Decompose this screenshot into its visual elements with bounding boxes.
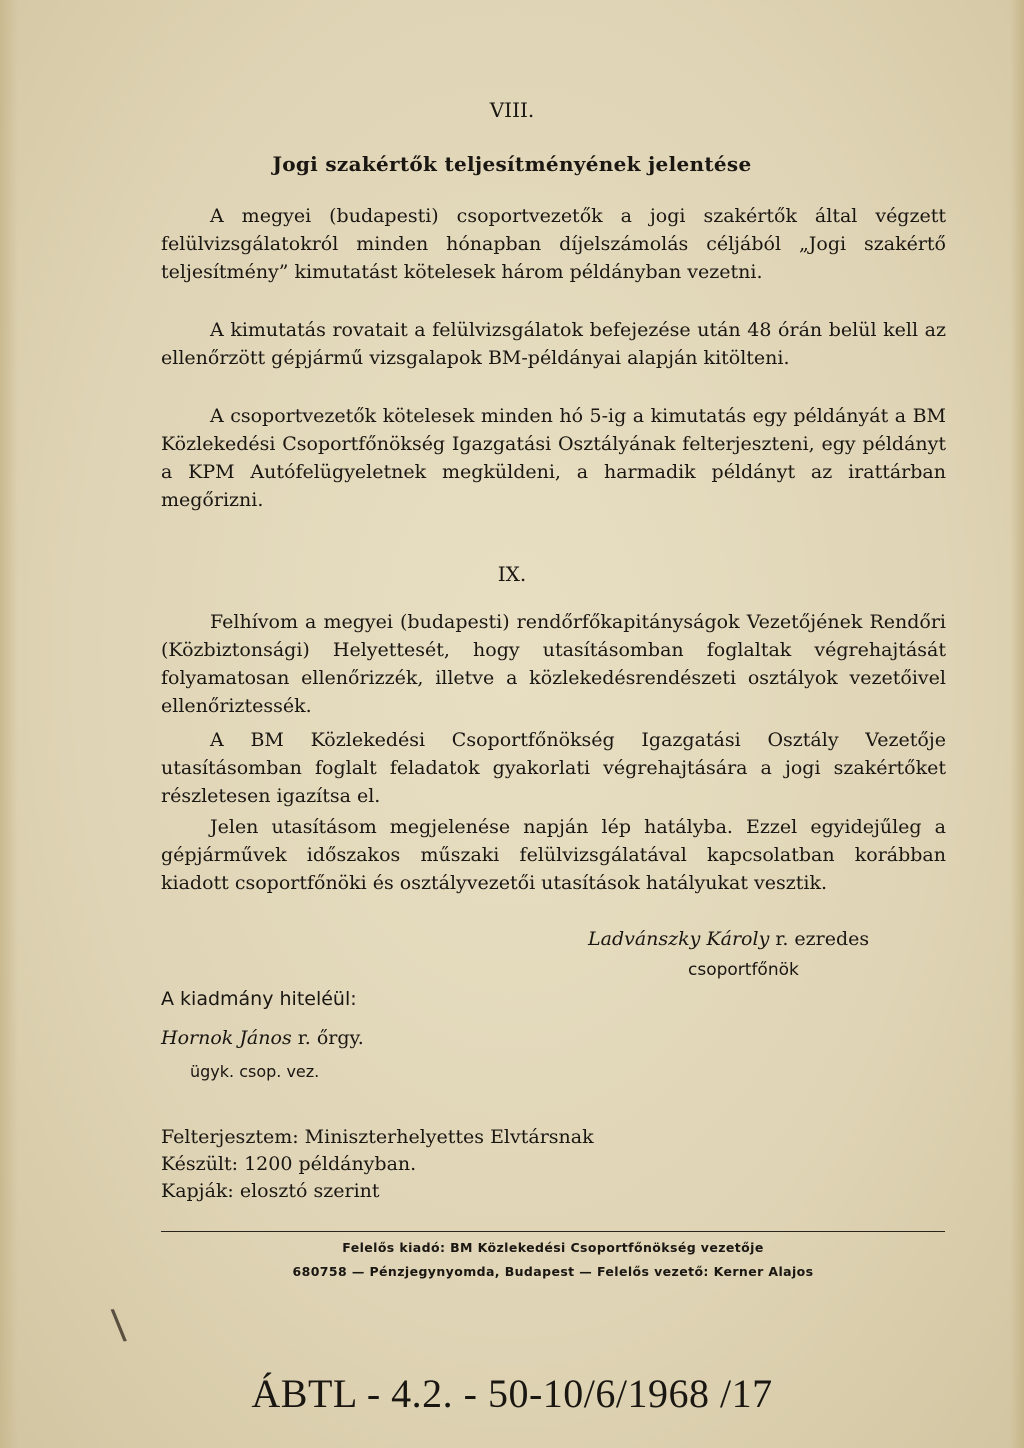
page-edge-left xyxy=(0,0,18,1448)
section-9-paragraph-1: Felhívom a megyei (budapesti) rendőrfőkapitányságok Vezetőjének Rendőri (Közbiztonsági) Helyettesét, hogy utasításomban foglaltak végrehajtását folyamatosan ellenőrizzék, illetve a közlekedésrendészeti osztályok vezetőivel ellenőriztessék. xyxy=(161,611,946,717)
page-edge-right xyxy=(1010,0,1024,1448)
archive-reference: ÁBTL - 4.2. - 50-10/6/1968 /17 xyxy=(251,1371,773,1416)
section-8-title: Jogi szakértők teljesítményének jelentése xyxy=(272,152,752,176)
distribution-line: Készült: 1200 példányban. xyxy=(161,1153,417,1175)
signatory-name: Ladvánszky Károly xyxy=(588,928,770,950)
section-8-number: VIII. xyxy=(489,98,535,122)
footer-divider xyxy=(161,1231,945,1232)
signatory-role: csoportfőnök xyxy=(688,960,799,980)
section-9-paragraph-3: Jelen utasításom megjelenése napján lép hatályba. Ezzel egyidejűleg a gépjárművek időszakos műszaki felülvizsgálatával kapcsolatban korábban kiadott csoportfőnöki és osztályvezetői utasítások hatályukat vesztik. xyxy=(161,816,946,894)
attester-rank: r. őrgy. xyxy=(291,1027,364,1049)
distribution-list xyxy=(161,1124,594,1205)
attester-role: ügyk. csop. vez. xyxy=(190,1062,320,1081)
attestation-line xyxy=(161,1027,364,1049)
imprint-publisher: Felelős kiadó: BM Közlekedési Csoportfőnökség vezetője xyxy=(342,1240,764,1255)
signature-line xyxy=(588,928,869,950)
section-9-paragraph-2: A BM Közlekedési Csoportfőnökség Igazgatási Osztály Vezetője utasításomban foglalt feladatok gyakorlati végrehajtására a jogi szakértőket részletesen igazítsa el. xyxy=(161,729,946,807)
distribution-line: Kapják: elosztó szerint xyxy=(161,1180,380,1202)
section-8-paragraph-2: A kimutatás rovatait a felülvizsgálatok befejezése után 48 órán belül kell az ellenőrzött gépjármű vizsgalapok BM-példányai alapján kitölteni. xyxy=(161,319,946,369)
attestation-label: A kiadmány hiteléül: xyxy=(161,988,357,1010)
distribution-line: Felterjesztem: Miniszterhelyettes Elvtársnak xyxy=(161,1126,594,1148)
section-9-number: IX. xyxy=(497,562,527,586)
section-8-paragraph-3: A csoportvezetők kötelesek minden hó 5-ig a kimutatás egy példányát a BM Közlekedési Csoportfőnökség Igazgatási Osztályának felterjeszteni, egy példányt a KPM Autófelügyeletnek megküldeni, a harmadik példányt az irattárban megőrizni. xyxy=(161,405,946,511)
signatory-rank: r. ezredes xyxy=(769,928,870,950)
scan-mark-stroke: \ xyxy=(110,1301,128,1349)
section-8-paragraph-1: A megyei (budapesti) csoportvezetők a jogi szakértők által végzett felülvizsgálatokról minden hónapban díjelszámolás céljából „Jogi szakértő teljesítmény” kimutatást kötelesek három példányban vezetni. xyxy=(161,205,946,283)
imprint-printer: 680758 — Pénzjegynyomda, Budapest — Felelős vezető: Kerner Alajos xyxy=(292,1264,814,1279)
attester-name: Hornok János xyxy=(161,1027,292,1049)
